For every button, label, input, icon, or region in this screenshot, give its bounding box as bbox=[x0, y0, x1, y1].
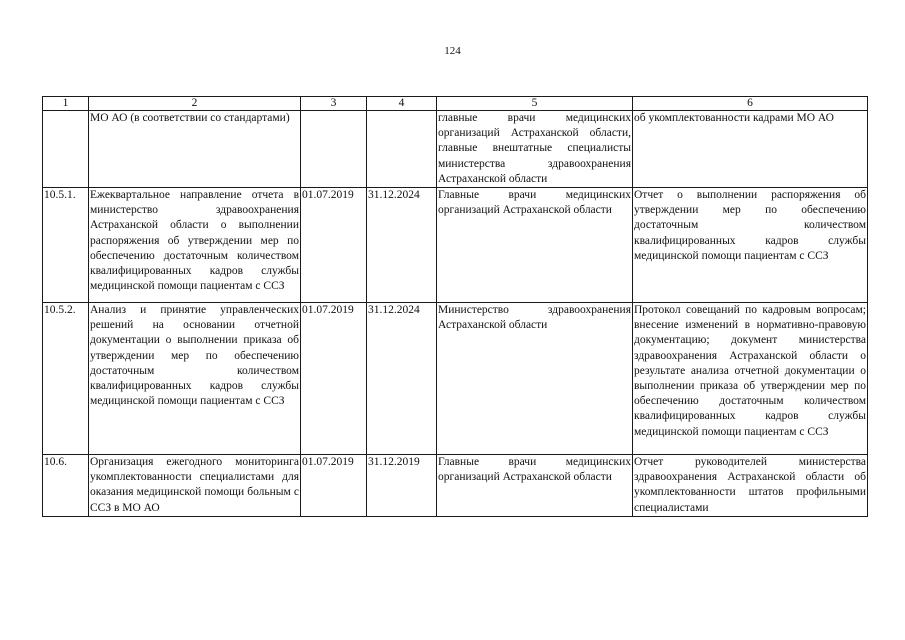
table-row bbox=[43, 455, 868, 517]
plan-table bbox=[42, 96, 868, 517]
item-number-cell bbox=[43, 111, 89, 188]
responsible-cell: Министерство здравоохранения Астраханской области bbox=[437, 303, 633, 455]
result-cell: Протокол совещаний по кадровым вопросам; внесение изменений в нормативно-правовую документацию; документ министерства здравоохранения Астраханской области о результате анализа отчетной документации о выполнении приказа об утверждении мер по обеспечению достаточным количеством квалифицированных кадров службы медицинской помощи пациентам с ССЗ bbox=[633, 303, 868, 455]
result-cell: Отчет руководителей министерства здравоохранения Астраханской области об укомплектованности штатов профильными специалистами bbox=[633, 455, 868, 517]
column-header-2: 2 bbox=[89, 97, 301, 111]
responsible-cell: Главные врачи медицинских организаций Астраханской области bbox=[437, 455, 633, 517]
responsible-cell: Главные врачи медицинских организаций Астраханской области bbox=[437, 188, 633, 303]
item-number-cell: 10.6. bbox=[43, 455, 89, 517]
result-cell: Отчет о выполнении распоряжения об утверждении мер по обеспечению достаточным количеством квалифицированных кадров службы медицинской помощи пациентам с ССЗ bbox=[633, 188, 868, 303]
table-header-row bbox=[43, 97, 868, 111]
activity-cell: Организация ежегодного мониторинга укомплектованности специалистами для оказания медицинской помощи больным с ССЗ в МО АО bbox=[89, 455, 301, 517]
activity-cell: Ежеквартальное направление отчета в министерство здравоохранения Астраханской области о выполнении распоряжения об утверждении мер по обеспечению достаточным количеством квалифицированных кадров службы медицинской помощи пациентам с ССЗ bbox=[89, 188, 301, 303]
start-date-cell: 01.07.2019 bbox=[301, 188, 367, 303]
column-header-3: 3 bbox=[301, 97, 367, 111]
end-date-cell: 31.12.2024 bbox=[367, 188, 437, 303]
activity-cell: МО АО (в соответствии со стандартами) bbox=[89, 111, 301, 188]
column-header-5: 5 bbox=[437, 97, 633, 111]
responsible-cell: главные врачи медицинских организаций Астраханской области, главные внештатные специалисты министерства здравоохранения Астраханской области bbox=[437, 111, 633, 188]
result-cell: об укомплектованности кадрами МО АО bbox=[633, 111, 868, 188]
end-date-cell: 31.12.2019 bbox=[367, 455, 437, 517]
page-number: 124 bbox=[444, 45, 461, 57]
end-date-cell: 31.12.2024 bbox=[367, 303, 437, 455]
item-number-cell: 10.5.1. bbox=[43, 188, 89, 303]
start-date-cell bbox=[301, 111, 367, 188]
start-date-cell: 01.07.2019 bbox=[301, 303, 367, 455]
activity-cell: Анализ и принятие управленческих решений на основании отчетной документации о выполнении приказа об утверждении мер по обеспечению достаточным количеством квалифицированных кадров службы медицинской помощи пациентам с ССЗ bbox=[89, 303, 301, 455]
column-header-6: 6 bbox=[633, 97, 868, 111]
start-date-cell: 01.07.2019 bbox=[301, 455, 367, 517]
end-date-cell bbox=[367, 111, 437, 188]
table-row bbox=[43, 111, 868, 188]
table-row bbox=[43, 303, 868, 455]
table-row bbox=[43, 188, 868, 303]
column-header-1: 1 bbox=[43, 97, 89, 111]
item-number-cell: 10.5.2. bbox=[43, 303, 89, 455]
column-header-4: 4 bbox=[367, 97, 437, 111]
